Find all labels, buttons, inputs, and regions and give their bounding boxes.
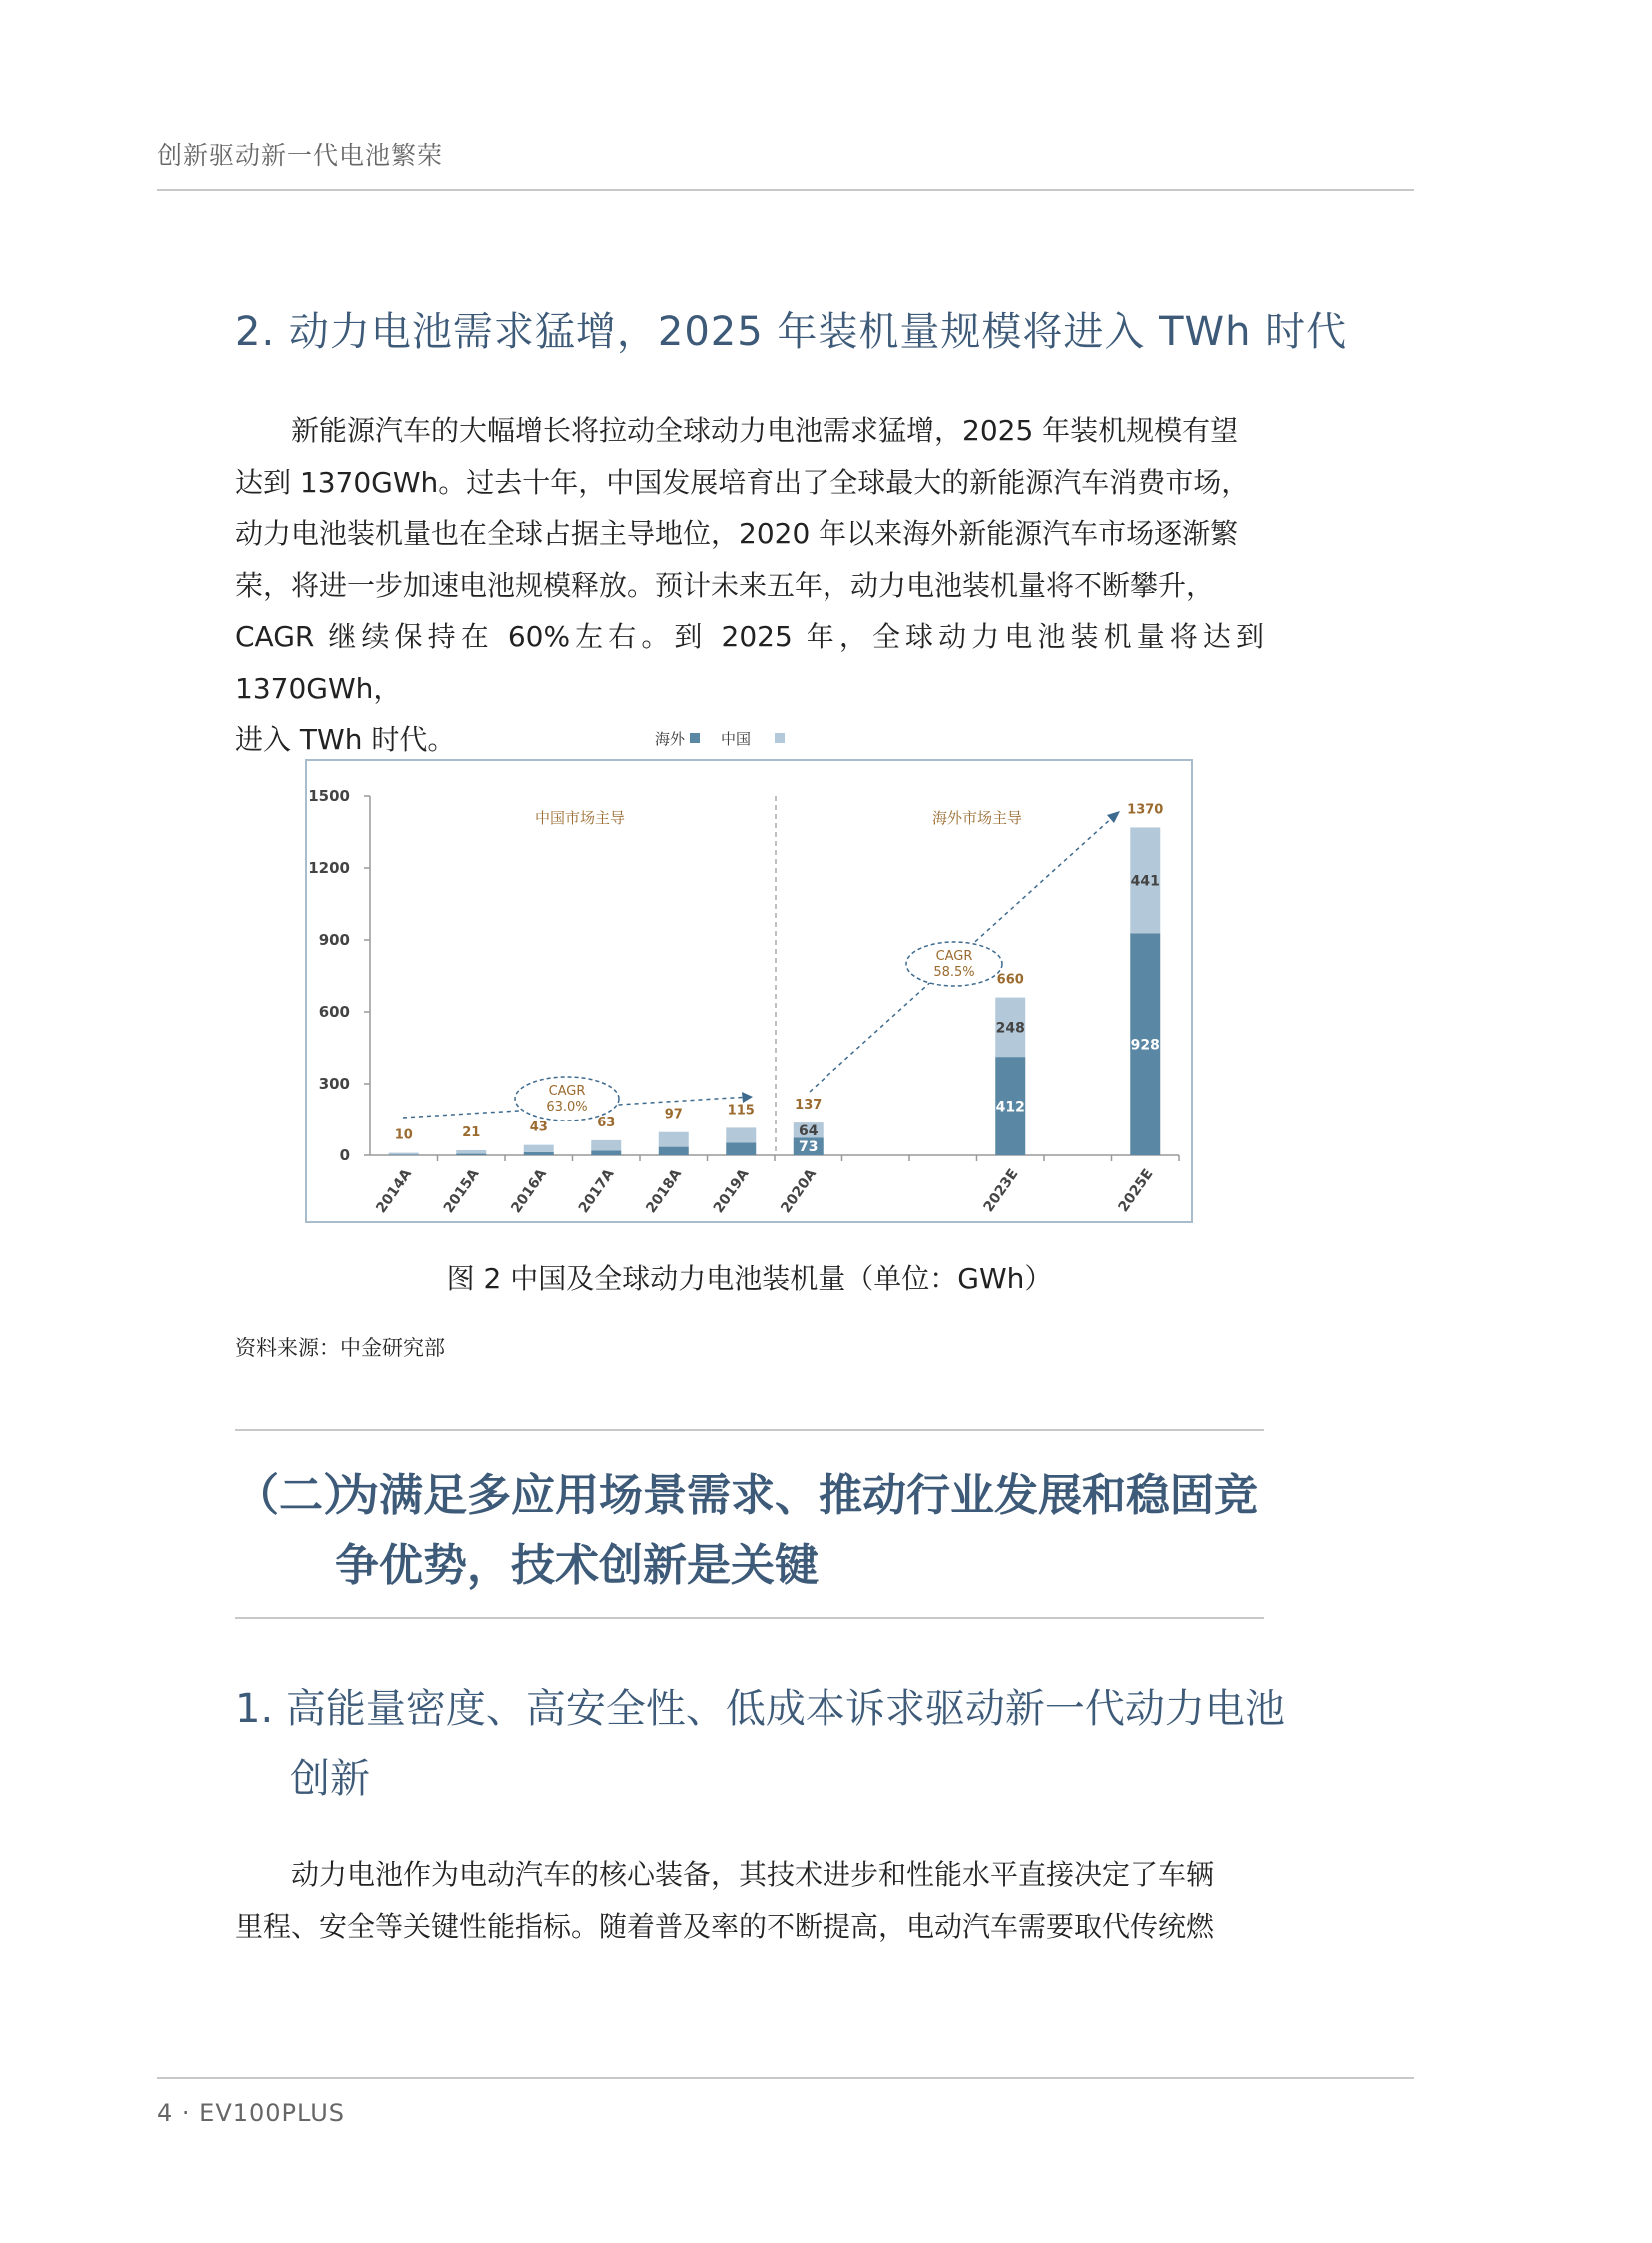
legend-swatch-china — [775, 733, 785, 743]
paragraph-line: 动力电池作为电动汽车的核心装备，其技术进步和性能水平直接决定了车辆 — [291, 1858, 1215, 1891]
bars — [373, 802, 1179, 1216]
x-tick-label: 2018A — [643, 1166, 686, 1217]
bar-china — [659, 1132, 689, 1147]
cagr-left-value: 63.0% — [546, 1100, 588, 1115]
x-tick-label: 2020A — [778, 1166, 821, 1217]
y-axis — [308, 787, 370, 1164]
section-top-rule — [235, 1429, 1264, 1431]
paragraph-line: 荣，将进一步加速电池规模释放。预计未来五年，动力电池装机量将不断攀升， — [235, 568, 1215, 602]
y-tick-label: 1200 — [308, 859, 350, 877]
x-tick-label: 2016A — [508, 1166, 551, 1217]
paragraph-line: 新能源汽车的大幅增长将拉动全球动力电池需求猛增，2025 年装机规模有望 — [291, 414, 1239, 447]
paragraph-line: CAGR 继续保持在 60%左右。到 2025 年，全球动力电池装机量将达到 1370GWh， — [235, 620, 1264, 705]
bar-total-label: 115 — [727, 1103, 755, 1119]
page-footer: 4 · EV100PLUS — [157, 2099, 345, 2127]
cagr-right-value: 58.5% — [933, 965, 975, 980]
legend-swatch-overseas — [690, 733, 700, 743]
annotation-overseas-led: 海外市场主导 — [931, 809, 1023, 827]
paragraph-line: 动力电池装机量也在全球占据主导地位，2020 年以来海外新能源汽车市场逐渐繁 — [235, 517, 1239, 550]
y-tick-label: 1500 — [308, 787, 350, 805]
segment-label-overseas: 412 — [995, 1099, 1025, 1116]
paragraph-line: 进入 TWh 时代。 — [235, 723, 456, 756]
bar-total-label: 97 — [664, 1107, 683, 1122]
section-title-line-2: 争优势，技术创新是关键 — [335, 1540, 819, 1591]
y-tick-label: 900 — [318, 931, 350, 949]
subsection-1-heading — [235, 1674, 1285, 1814]
bar-overseas — [456, 1154, 486, 1155]
bar-total-label: 660 — [996, 972, 1024, 988]
y-tick-label: 300 — [318, 1075, 350, 1093]
battery-installation-chart — [185, 720, 1234, 1239]
segment-label-overseas: 73 — [799, 1139, 819, 1156]
x-tick-label: 2023E — [980, 1166, 1022, 1216]
section-title — [235, 1461, 1258, 1601]
subsection-heading-line-2: 创新 — [290, 1756, 370, 1802]
arrow-head-right — [1107, 811, 1120, 823]
chart-legend — [655, 730, 785, 748]
bar-total-label: 63 — [597, 1115, 616, 1130]
figure-caption: 图 2 中国及全球动力电池装机量（单位：GWh） — [446, 1262, 1053, 1295]
x-tick-label: 2015A — [440, 1166, 483, 1217]
bar-china — [591, 1140, 621, 1151]
bar-total-label: 43 — [529, 1120, 548, 1135]
paragraph-line: 达到 1370GWh。过去十年，中国发展培育出了全球最大的新能源汽车消费市场， — [235, 465, 1250, 499]
bar-china — [389, 1153, 419, 1155]
paragraph-line: 里程、安全等关键性能指标。随着普及率的不断提高，电动汽车需要取代传统燃 — [235, 1909, 1215, 1943]
bar-total-label: 137 — [795, 1098, 823, 1114]
bar-total-label: 1370 — [1127, 802, 1164, 818]
x-tick-label: 2019A — [710, 1166, 753, 1217]
subsection-1-paragraph — [235, 1849, 1264, 1952]
section-bottom-rule — [235, 1617, 1264, 1619]
header-rule — [157, 189, 1414, 191]
x-tick-label: 2014A — [373, 1166, 416, 1217]
legend-label-china: 中国 — [720, 730, 751, 748]
bar-china — [726, 1127, 756, 1142]
x-tick-label: 2017A — [575, 1166, 618, 1217]
segment-label-china: 64 — [799, 1122, 819, 1139]
x-tick-label: 2025E — [1115, 1166, 1157, 1216]
cagr-left-annotation — [403, 1077, 753, 1121]
bar-overseas — [591, 1150, 621, 1155]
segment-label-china: 441 — [1130, 873, 1160, 890]
cagr-right-label: CAGR — [935, 949, 973, 964]
y-tick-label: 600 — [318, 1003, 350, 1021]
arrow-head-left — [742, 1092, 753, 1103]
subsection-heading-line-1: 1. 高能量密度、高安全性、低成本诉求驱动新一代动力电池 — [235, 1686, 1285, 1732]
bar-overseas — [726, 1143, 756, 1155]
y-tick-label: 0 — [339, 1146, 350, 1164]
section-2-paragraph — [235, 405, 1264, 766]
bar-total-label: 21 — [462, 1124, 481, 1140]
segment-label-overseas: 928 — [1130, 1037, 1160, 1054]
cagr-left-label: CAGR — [548, 1084, 586, 1099]
segment-label-china: 248 — [995, 1020, 1025, 1037]
section-title-line-1: 为满足多应用场景需求、推动行业发展和稳固竞 — [335, 1470, 1258, 1521]
bar-total-label: 10 — [394, 1127, 413, 1143]
cagr-right-annotation — [810, 811, 1120, 1092]
bar-overseas — [659, 1147, 689, 1155]
footer-rule — [157, 2077, 1414, 2079]
figure-source: 资料来源：中金研究部 — [235, 1336, 445, 1360]
annotation-china-led: 中国市场主导 — [534, 809, 626, 827]
bar-overseas — [524, 1152, 554, 1155]
bar-overseas — [389, 1154, 419, 1155]
legend-label-overseas: 海外 — [654, 730, 685, 748]
section-2-heading: 2. 动力电池需求猛增，2025 年装机量规模将进入 TWh 时代 — [235, 309, 1348, 355]
running-header: 创新驱动新一代电池繁荣 — [157, 141, 444, 170]
bar-china — [456, 1150, 486, 1154]
section-number: （二） — [235, 1470, 367, 1521]
bar-china — [524, 1145, 554, 1152]
